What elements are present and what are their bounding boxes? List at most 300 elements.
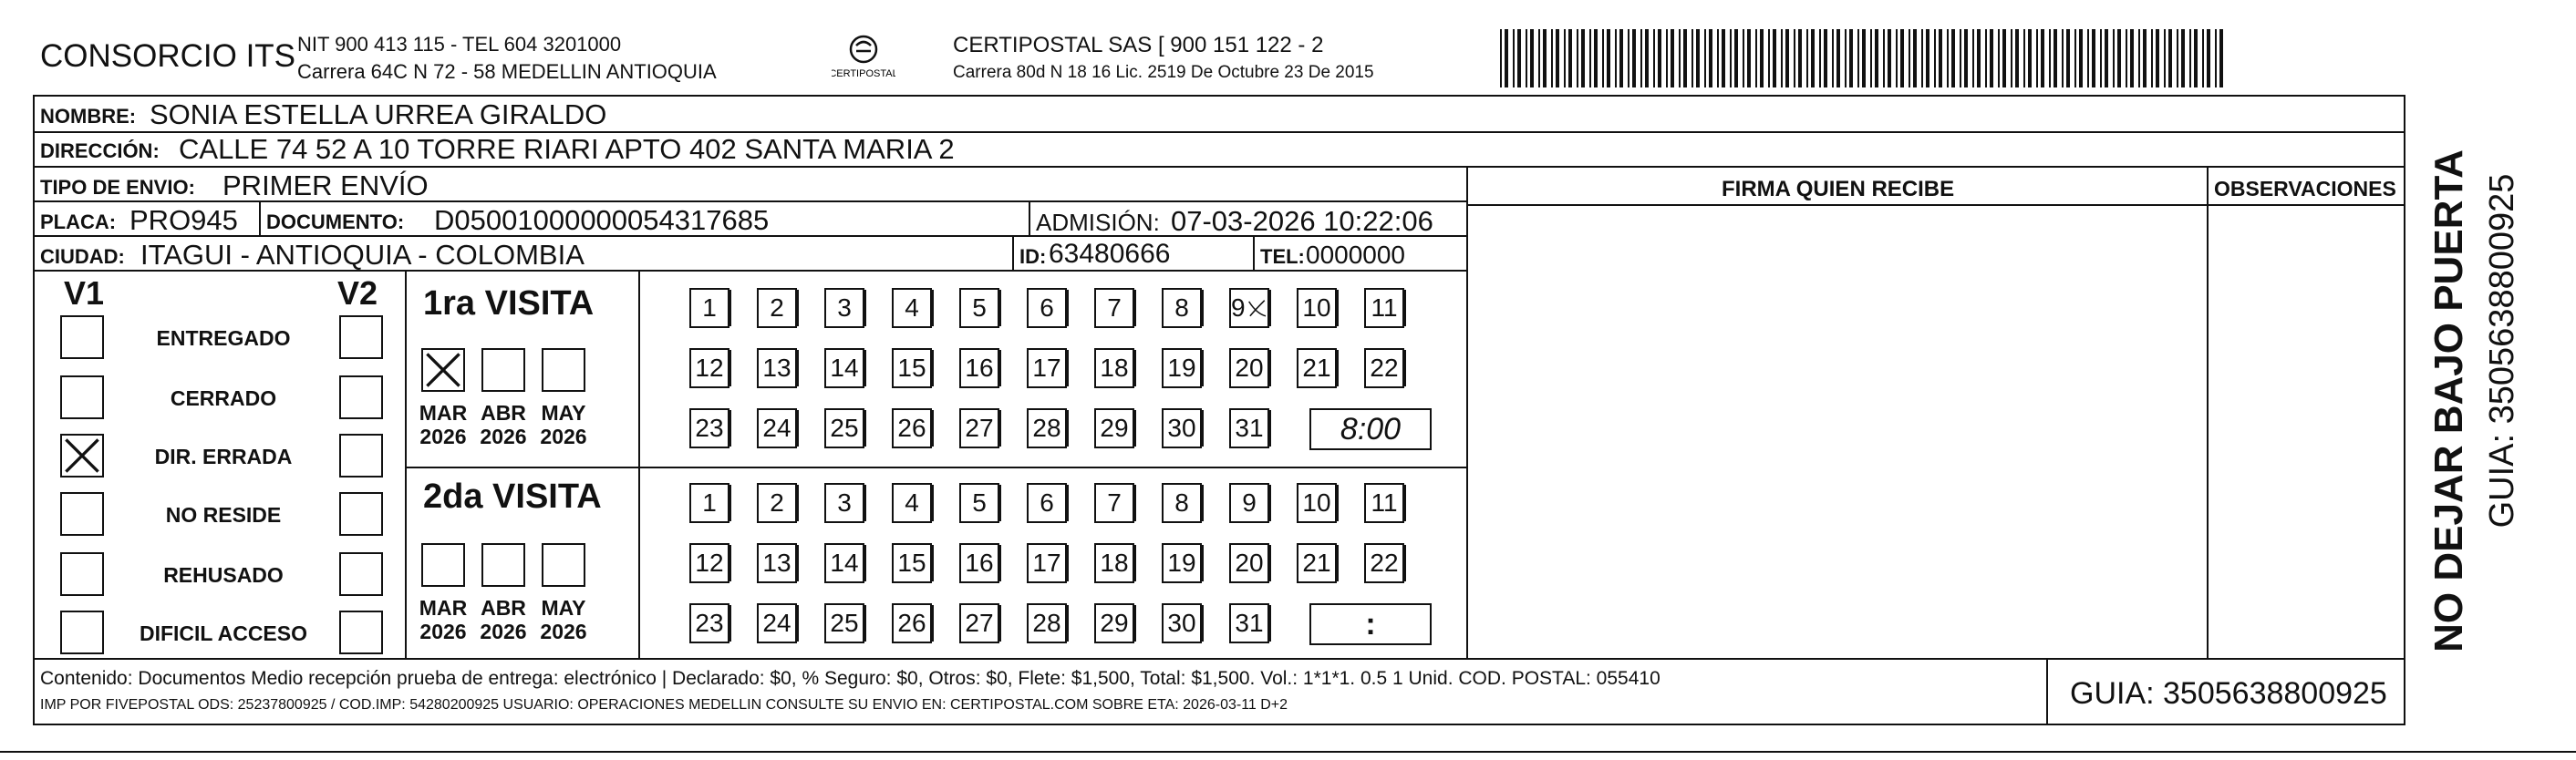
day-box[interactable] <box>892 348 932 388</box>
barcode-bar <box>1653 29 1655 87</box>
day-box[interactable] <box>1162 348 1202 388</box>
day-number: 24 <box>762 609 791 637</box>
day-number: 23 <box>695 609 724 637</box>
day-box[interactable] <box>1364 483 1404 523</box>
barcode-bar <box>1568 29 1572 87</box>
barcode-bar <box>2181 29 2185 87</box>
day-number: 2 <box>770 488 784 517</box>
day-number: 17 <box>1032 549 1061 577</box>
day-box[interactable] <box>1229 408 1269 448</box>
placa-label: PLACA: <box>40 211 117 233</box>
day-number: 2 <box>770 293 784 322</box>
day-box[interactable] <box>1364 543 1404 583</box>
day-box[interactable] <box>892 408 932 448</box>
barcode-bar <box>1581 29 1585 87</box>
day-number: 29 <box>1100 609 1129 637</box>
day-number: 13 <box>762 354 791 382</box>
firma-header: FIRMA QUIEN RECIBE <box>1722 177 1955 201</box>
v2-checkbox[interactable] <box>339 434 383 478</box>
direccion-value: CALLE 74 52 A 10 TORRE RIARI APTO 402 SANTA MARIA 2 <box>179 133 955 165</box>
day-box[interactable] <box>824 288 864 328</box>
day-number: 5 <box>972 293 987 322</box>
status-option-label: DIFICIL ACCESO <box>139 621 307 645</box>
barcode-bar <box>1913 29 1917 87</box>
barcode-bar <box>2194 29 2198 87</box>
day-box[interactable] <box>1027 543 1067 583</box>
day-number: 4 <box>905 488 919 517</box>
barcode-bar <box>2002 29 2006 87</box>
day-number: 10 <box>1302 293 1331 322</box>
barcode-bar <box>1658 29 1661 87</box>
barcode-bar <box>1543 29 1547 87</box>
day-box[interactable] <box>824 408 864 448</box>
barcode-bar <box>2126 29 2127 87</box>
barcode-bar <box>1730 29 1732 87</box>
day-number: 4 <box>905 293 919 322</box>
barcode-bar <box>1819 29 1821 87</box>
day-number: 28 <box>1032 609 1061 637</box>
barcode-bar <box>1577 29 1578 87</box>
visit1-title: 1ra VISITA <box>423 284 595 323</box>
day-number: 25 <box>830 414 859 442</box>
barcode-bar <box>1896 29 1898 87</box>
day-number: 22 <box>1370 549 1399 577</box>
month-label: MAR 2026 <box>419 596 468 644</box>
barcode-bar <box>1875 29 1878 87</box>
barcode-bar <box>2113 29 2115 87</box>
certipostal-logo <box>832 31 895 86</box>
day-number: 7 <box>1107 293 1122 322</box>
day-box[interactable] <box>757 543 797 583</box>
day-number: 27 <box>965 609 994 637</box>
barcode-bar <box>2054 29 2057 87</box>
day-box[interactable] <box>1027 603 1067 643</box>
day-number: 20 <box>1235 549 1264 577</box>
barcode-bar <box>1517 29 1521 87</box>
admision-label: ADMISIÓN: <box>1036 209 1160 236</box>
barcode-bar <box>1964 29 1968 87</box>
barcode-bar <box>1998 29 2000 87</box>
barcode-bar <box>1811 29 1815 87</box>
barcode-bar <box>2219 29 2223 87</box>
svg-text:CERTIPOSTAL: CERTIPOSTAL <box>832 68 895 79</box>
day-number: 25 <box>830 609 859 637</box>
v2-checkbox[interactable] <box>339 315 383 359</box>
day-number: 10 <box>1302 488 1331 517</box>
barcode-bar <box>1500 29 1502 87</box>
status-option-label: ENTREGADO <box>156 326 291 350</box>
day-box[interactable] <box>1162 288 1202 328</box>
barcode-bar <box>1755 29 1757 87</box>
barcode-bar <box>2036 29 2038 87</box>
barcode-bar <box>1602 29 1604 87</box>
barcode-bar <box>2079 29 2083 87</box>
day-number: 28 <box>1032 414 1061 442</box>
barcode-bar <box>1870 29 1872 87</box>
barcode-bar <box>1939 29 1942 87</box>
day-box[interactable] <box>689 543 729 583</box>
time-box[interactable] <box>1309 408 1432 450</box>
day-number: 20 <box>1235 354 1264 382</box>
day-number: 3 <box>837 488 852 517</box>
day-box[interactable] <box>1094 483 1134 523</box>
barcode-bar <box>1671 29 1674 87</box>
barcode-bar <box>1857 29 1859 87</box>
day-box[interactable] <box>824 543 864 583</box>
v2-checkbox[interactable] <box>339 611 383 654</box>
month-label: ABR 2026 <box>480 401 527 449</box>
barcode-bar <box>1645 29 1649 87</box>
barcode-bar <box>2151 29 2153 87</box>
barcode-bar <box>1781 29 1783 87</box>
visit2-title: 2da VISITA <box>423 478 602 516</box>
status-option-label: DIR. ERRADA <box>154 445 293 468</box>
barcode-bar <box>2168 29 2172 87</box>
barcode-bar <box>1615 29 1617 87</box>
barcode-bar <box>2189 29 2191 87</box>
tel-label: TEL: <box>1260 245 1305 268</box>
barcode-bar <box>1551 29 1553 87</box>
barcode <box>1500 29 2229 93</box>
barcode-bar <box>1990 29 1993 87</box>
v2-label: V2 <box>337 274 378 312</box>
barcode-bar <box>1709 29 1712 87</box>
barcode-bar <box>1926 29 1929 87</box>
barcode-bar <box>1824 29 1827 87</box>
day-number: 19 <box>1167 549 1196 577</box>
barcode-bar <box>2041 29 2044 87</box>
barcode-bar <box>2164 29 2166 87</box>
barcode-bar <box>2015 29 2019 87</box>
v2-checkbox[interactable] <box>339 375 383 419</box>
company-name: CONSORCIO ITS <box>40 38 296 74</box>
day-number: 16 <box>965 549 994 577</box>
barcode-bar <box>1909 29 1910 87</box>
day-number: 31 <box>1235 609 1264 637</box>
day-number: 14 <box>830 354 859 382</box>
barcode-bar <box>1845 29 1847 87</box>
day-box[interactable] <box>959 408 999 448</box>
day-number: 8 <box>1174 488 1189 517</box>
day-number: 27 <box>965 414 994 442</box>
day-number: 26 <box>897 414 926 442</box>
day-box[interactable] <box>757 348 797 388</box>
day-number: 16 <box>965 354 994 382</box>
ciudad-label: CIUDAD: <box>40 245 125 268</box>
carrier-name: CERTIPOSTAL SAS [ 900 151 122 - 2 <box>953 33 1324 57</box>
day-box[interactable] <box>1364 288 1404 328</box>
day-box[interactable] <box>892 543 932 583</box>
day-box[interactable] <box>959 603 999 643</box>
day-box[interactable] <box>1229 543 1269 583</box>
day-number: 1 <box>702 293 717 322</box>
day-number: 29 <box>1100 414 1129 442</box>
barcode-bar <box>2177 29 2178 87</box>
ciudad-value: ITAGUI - ANTIOQUIA - COLOMBIA <box>140 239 585 271</box>
placa-value: PRO945 <box>129 204 238 236</box>
no-dejar-warning: NO DEJAR BAJO PUERTA <box>2426 149 2471 652</box>
status-option-label: NO RESIDE <box>165 503 282 527</box>
barcode-bar <box>2138 29 2140 87</box>
v1-label: V1 <box>64 274 105 312</box>
day-number: 9 <box>1242 488 1257 517</box>
day-box[interactable] <box>892 603 932 643</box>
admision-value: 07-03-2026 10:22:06 <box>1171 205 1433 237</box>
month-checkbox[interactable] <box>542 543 585 587</box>
documento-value: D05001000000054317685 <box>434 204 770 236</box>
day-box[interactable] <box>959 483 999 523</box>
day-box[interactable] <box>824 603 864 643</box>
barcode-bar <box>1679 29 1681 87</box>
barcode-bar <box>1607 29 1610 87</box>
day-box[interactable] <box>1094 408 1134 448</box>
time-value: : <box>1365 606 1376 642</box>
v1-checkbox[interactable] <box>60 375 104 419</box>
barcode-bar <box>2028 29 2032 87</box>
month-checkbox[interactable] <box>542 348 585 392</box>
day-box[interactable] <box>1297 483 1337 523</box>
nombre-label: NOMBRE: <box>40 105 137 128</box>
barcode-bar <box>1794 29 1795 87</box>
barcode-bar <box>1849 29 1853 87</box>
barcode-bar <box>1640 29 1642 87</box>
day-number: 6 <box>1040 293 1054 322</box>
day-box[interactable] <box>757 603 797 643</box>
day-box[interactable] <box>689 483 729 523</box>
day-box[interactable] <box>1094 543 1134 583</box>
barcode-bar <box>1947 29 1949 87</box>
day-box[interactable] <box>824 348 864 388</box>
barcode-bar <box>2062 29 2064 87</box>
day-box[interactable] <box>689 408 729 448</box>
day-box[interactable] <box>1027 348 1067 388</box>
day-number: 11 <box>1371 293 1398 322</box>
barcode-bar <box>1862 29 1866 87</box>
status-option-label: REHUSADO <box>163 563 284 587</box>
barcode-bar <box>1785 29 1789 87</box>
tipo-envio-value: PRIMER ENVÍO <box>222 169 429 201</box>
day-box[interactable] <box>1297 543 1337 583</box>
barcode-bar <box>1836 29 1840 87</box>
barcode-bar <box>1951 29 1955 87</box>
barcode-bar <box>1530 29 1534 87</box>
day-number: 8 <box>1174 293 1189 322</box>
day-box[interactable] <box>1297 348 1337 388</box>
v2-checkbox[interactable] <box>339 492 383 536</box>
barcode-bar <box>2023 29 2025 87</box>
company-address: Carrera 64C N 72 - 58 MEDELLIN ANTIOQUIA <box>297 60 717 83</box>
day-number: 12 <box>695 354 724 382</box>
day-number: 18 <box>1100 549 1129 577</box>
company-nit: NIT 900 413 115 - TEL 604 3201000 <box>297 33 622 56</box>
barcode-bar <box>1888 29 1891 87</box>
barcode-bar <box>1589 29 1591 87</box>
barcode-bar <box>1900 29 1904 87</box>
day-number: 15 <box>897 354 926 382</box>
day-number: 21 <box>1302 549 1331 577</box>
side-guia: GUIA: 3505638800925 <box>2483 173 2521 529</box>
day-box[interactable] <box>1162 408 1202 448</box>
footer-content: Contenido: Documentos Medio recepción prueba de entrega: electrónico | Declarado: $0, % Seguro: $0, Otros: $0, Flete: $1,500, Total: $1,500. Vol.: 1*1*1. 0.5 1 Unid. COD. POSTAL: 055410 <box>40 668 1660 689</box>
barcode-bar <box>1934 29 1936 87</box>
month-checkbox[interactable] <box>481 348 525 392</box>
day-box[interactable] <box>1229 603 1269 643</box>
status-option-label: CERRADO <box>170 386 277 410</box>
day-box[interactable] <box>689 603 729 643</box>
day-box[interactable] <box>959 288 999 328</box>
nombre-value: SONIA ESTELLA URREA GIRALDO <box>150 98 607 130</box>
barcode-bar <box>1628 29 1629 87</box>
day-number: 13 <box>762 549 791 577</box>
day-box[interactable] <box>1094 603 1134 643</box>
barcode-bar <box>1960 29 1961 87</box>
id-label: ID: <box>1019 245 1047 268</box>
barcode-bar <box>2130 29 2134 87</box>
barcode-bar <box>1683 29 1687 87</box>
day-box[interactable] <box>689 348 729 388</box>
day-box[interactable] <box>959 543 999 583</box>
month-checkbox[interactable] <box>421 348 465 392</box>
barcode-bar <box>1773 29 1776 87</box>
day-box[interactable] <box>689 288 729 328</box>
time-box[interactable] <box>1309 603 1432 645</box>
barcode-bar <box>2066 29 2070 87</box>
barcode-bar <box>1985 29 1987 87</box>
direccion-label: DIRECCIÓN: <box>40 139 160 162</box>
day-box[interactable] <box>1162 543 1202 583</box>
month-label: MAR 2026 <box>419 401 468 449</box>
day-number: 9 <box>1231 293 1246 322</box>
barcode-bar <box>1921 29 1923 87</box>
day-box[interactable] <box>1027 288 1067 328</box>
day-number: 5 <box>972 488 987 517</box>
day-number: 30 <box>1167 609 1196 637</box>
barcode-bar <box>2100 29 2102 87</box>
barcode-bar <box>1806 29 1808 87</box>
month-label: ABR 2026 <box>480 596 527 644</box>
v1-checkbox[interactable] <box>60 315 104 359</box>
day-number: 31 <box>1235 414 1264 442</box>
barcode-bar <box>1798 29 1802 87</box>
footer-print-info: IMP POR FIVEPOSTAL ODS: 25237800925 / COD.IMP: 54280200925 USUARIO: OPERACIONES MEDELLIN CONSULTE SU ENVIO EN: CERTIPOSTAL.COM SOBRE ETA: 2026-03-11 D+2 <box>40 697 1288 713</box>
barcode-bar <box>1717 29 1719 87</box>
barcode-bar <box>2092 29 2095 87</box>
barcode-bar <box>1556 29 1559 87</box>
barcode-bar <box>1513 29 1515 87</box>
barcode-bar <box>2105 29 2108 87</box>
id-value: 63480666 <box>1049 239 1171 269</box>
barcode-bar <box>2143 29 2147 87</box>
barcode-bar <box>2156 29 2159 87</box>
tel-value: 0000000 <box>1306 241 1406 269</box>
barcode-bar <box>1768 29 1770 87</box>
v2-checkbox[interactable] <box>339 552 383 596</box>
day-number: 18 <box>1100 354 1129 382</box>
day-box[interactable] <box>1094 348 1134 388</box>
barcode-bar <box>1564 29 1566 87</box>
day-box[interactable] <box>757 408 797 448</box>
barcode-bar <box>2215 29 2217 87</box>
day-box[interactable] <box>1094 288 1134 328</box>
day-box[interactable] <box>1229 288 1269 328</box>
day-box[interactable] <box>892 288 932 328</box>
barcode-bar <box>1505 29 1508 87</box>
day-box[interactable] <box>1162 603 1202 643</box>
barcode-bar <box>1722 29 1725 87</box>
v1-checkbox[interactable] <box>60 552 104 596</box>
barcode-bar <box>1691 29 1693 87</box>
day-box[interactable] <box>1364 348 1404 388</box>
day-box[interactable] <box>1297 288 1337 328</box>
day-box[interactable] <box>892 483 932 523</box>
observaciones-header: OBSERVACIONES <box>2214 177 2396 200</box>
barcode-bar <box>2117 29 2121 87</box>
barcode-bar <box>1972 29 1974 87</box>
month-checkbox[interactable] <box>481 543 525 587</box>
barcode-bar <box>1594 29 1598 87</box>
documento-label: DOCUMENTO: <box>266 211 405 233</box>
barcode-bar <box>2207 29 2210 87</box>
barcode-bar <box>1832 29 1834 87</box>
day-box[interactable] <box>959 348 999 388</box>
day-number: 21 <box>1302 354 1331 382</box>
month-checkbox[interactable] <box>421 543 465 587</box>
day-number: 12 <box>695 549 724 577</box>
carrier-address: Carrera 80d N 18 16 Lic. 2519 De Octubre 23 De 2015 <box>953 63 1374 82</box>
day-box[interactable] <box>1229 483 1269 523</box>
day-number: 7 <box>1107 488 1122 517</box>
v1-checkbox[interactable] <box>60 492 104 536</box>
barcode-bar <box>1632 29 1636 87</box>
day-box[interactable] <box>757 483 797 523</box>
day-number: 14 <box>830 549 859 577</box>
day-number: 22 <box>1370 354 1399 382</box>
barcode-bar <box>1747 29 1751 87</box>
day-number: 19 <box>1167 354 1196 382</box>
tipo-envio-label: TIPO DE ENVIO: <box>40 176 195 199</box>
day-number: 1 <box>702 488 717 517</box>
barcode-bar <box>1704 29 1706 87</box>
day-box[interactable] <box>757 288 797 328</box>
barcode-bar <box>2074 29 2076 87</box>
barcode-bar <box>1666 29 1668 87</box>
day-box[interactable] <box>1162 483 1202 523</box>
time-value: 8:00 <box>1340 411 1402 447</box>
barcode-bar <box>1696 29 1700 87</box>
barcode-bar <box>1619 29 1623 87</box>
day-number: 17 <box>1032 354 1061 382</box>
barcode-bar <box>1526 29 1527 87</box>
day-number: 3 <box>837 293 852 322</box>
day-box[interactable] <box>824 483 864 523</box>
day-box[interactable] <box>1027 483 1067 523</box>
day-box[interactable] <box>1027 408 1067 448</box>
day-box[interactable] <box>1229 348 1269 388</box>
month-label: MAY 2026 <box>540 596 587 644</box>
barcode-bar <box>2202 29 2204 87</box>
barcode-bar <box>2049 29 2051 87</box>
barcode-bar <box>1977 29 1981 87</box>
barcode-bar <box>1760 29 1764 87</box>
barcode-bar <box>2011 29 2012 87</box>
day-number: 26 <box>897 609 926 637</box>
month-label: MAY 2026 <box>540 401 587 449</box>
v1-checkbox[interactable] <box>60 611 104 654</box>
day-number: 6 <box>1040 488 1054 517</box>
v1-checkbox[interactable] <box>60 434 104 478</box>
barcode-bar <box>2087 29 2089 87</box>
day-number: 11 <box>1371 488 1398 517</box>
